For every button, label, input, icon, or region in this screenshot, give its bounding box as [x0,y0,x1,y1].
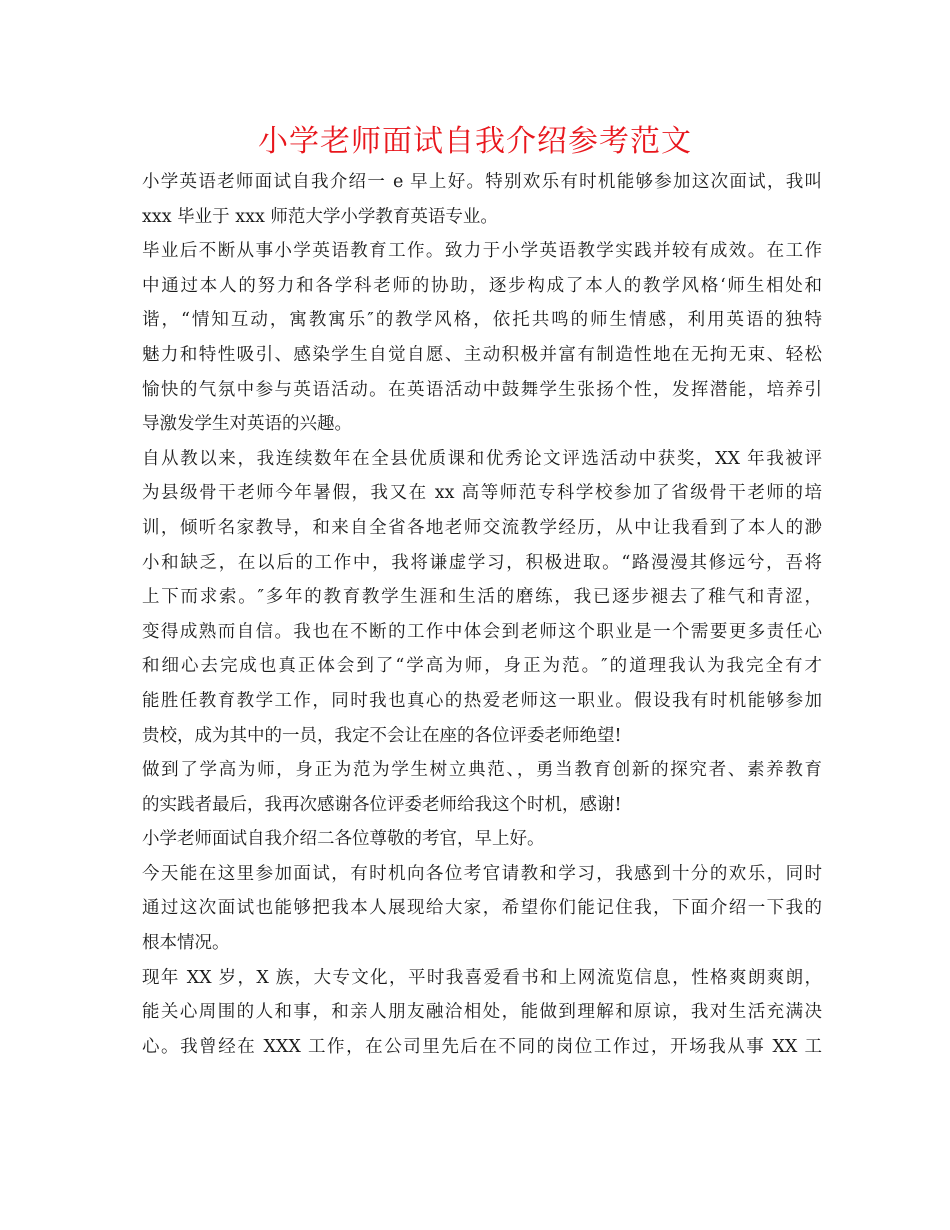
document-body [142,165,822,1064]
body-line: 训，倾听名家教导，和来自全省各地老师交流教学经历，从中让我看到了本人的渺 [142,517,822,538]
body-line: 魅力和特性吸引、感染学生自觉自愿、主动积极并富有制造性地在无拘无束、轻松 [142,344,822,365]
body-line: 毕业后不断从事小学英语教育工作。致力于小学英语教学实践并较有成效。在工作 [142,241,822,262]
body-line: 和细心去完成也真正体会到了“学高为师，身正为范。″的道理我认为我完全有才 [142,656,822,677]
body-line: xxx 毕业于 xxx 师范大学小学教育英语专业。 [142,206,498,227]
body-line: 愉快的气氛中参与英语活动。在英语活动中鼓舞学生张扬个性，发挥潜能，培养引 [142,379,822,400]
document-title: 小学老师面试自我介绍参考范文 [258,124,692,159]
body-line: 导激发学生对英语的兴趣。 [142,414,352,435]
body-line: 贵校，成为其中的一员，我定不会让在座的各位评委老师绝望! [142,725,622,746]
body-line: 根本情况。 [142,933,230,954]
body-line: 上下而求索。″多年的教育教学生涯和生活的磨练，我已逐步褪去了稚气和青涩， [142,587,822,608]
body-line: 通过这次面试也能够把我本人展现给大家，希望你们能记住我，下面介绍一下我的 [142,898,822,919]
body-line: 自从教以来，我连续数年在全县优质课和优秀论文评选活动中获奖，XX 年我被评 [142,448,822,469]
body-line: 现年 XX 岁，X 族，大专文化，平时我喜爱看书和上网流览信息，性格爽朗爽朗， [142,967,822,988]
body-line: 中通过本人的努力和各学科老师的协助，逐步构成了本人的教学风格‘师生相处和 [142,275,822,296]
body-line: 变得成熟而自信。我也在不断的工作中体会到老师这个职业是一个需要更多责任心 [142,621,822,642]
body-line: 小学老师面试自我介绍二各位尊敬的考官，早上好。 [142,829,545,850]
body-line: 能胜任教育教学工作，同时我也真心的热爱老师这一职业。假设我有时机能够参加 [142,690,822,711]
body-line: 心。我曾经在 XXX 工作，在公司里先后在不同的岗位工作过，开场我从事 XX 工 [142,1036,822,1057]
body-line: 小和缺乏，在以后的工作中，我将谦虚学习，积极进取。“路漫漫其修远兮，吾将 [142,552,822,573]
body-line: 谐，“情知互动，寓教寓乐″的教学风格，依托共鸣的师生情感，利用英语的独特 [142,310,822,331]
body-line: 能关心周围的人和事，和亲人朋友融洽相处，能做到理解和原谅，我对生活充满决 [142,1002,822,1023]
body-line: 小学英语老师面试自我介绍一 e 早上好。特别欢乐有时机能够参加这次面试，我叫 [142,172,822,192]
body-line: 做到了学高为师，身正为范为学生树立典范、，勇当教育创新的探究者、素养教育 [142,760,822,781]
body-line: 的实践者最后，我再次感谢各位评委老师给我这个时机，感谢! [142,794,622,815]
body-line: 今天能在这里参加面试，有时机向各位考官请教和学习，我感到十分的欢乐，同时 [142,863,822,884]
body-line: 为县级骨干老师今年暑假，我又在 xx 高等师范专科学校参加了省级骨干老师的培 [142,483,822,504]
